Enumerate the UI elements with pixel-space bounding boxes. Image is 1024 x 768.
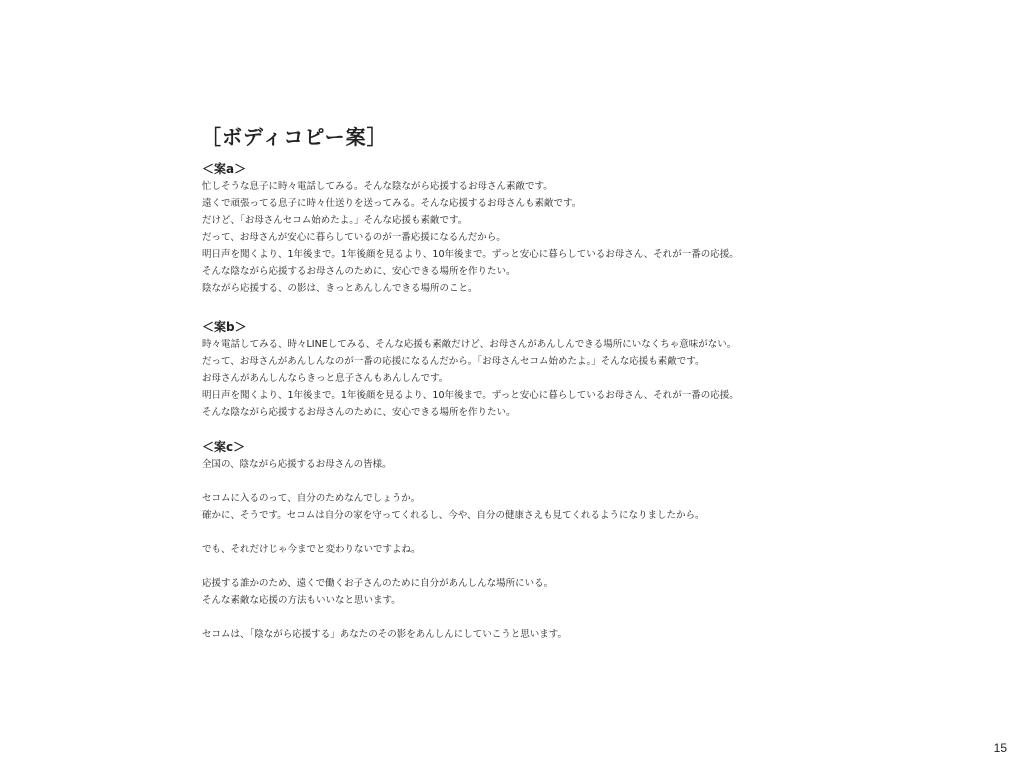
section-heading-c: ＜案c＞ [202, 440, 246, 454]
body-line: セコムに入るのって、自分のためなんでしょうか。 [202, 493, 421, 504]
body-line: だって、お母さんがあんしんなのが一番の応援になるんだから。「お母さんセコム始めたよ。」そんな応援も素敵です。 [202, 356, 705, 367]
copy-option-a [202, 160, 739, 297]
body-line: 遠くで頑張ってる息子に時々仕送りを送ってみる。そんな応援するお母さんも素敵です。 [202, 198, 582, 209]
body-line: そんな陰ながら応援するお母さんのために、安心できる場所を作りたい。 [202, 266, 516, 277]
paragraph-gap [202, 524, 705, 541]
body-line: 明日声を聞くより、1年後まで。1年後顔を見るより、10年後まで。ずっと安心に暮らしているお母さん、それが一番の応援。 [202, 249, 739, 260]
copy-option-b [202, 318, 739, 421]
body-line: そんな素敵な応援の方法もいいなと思います。 [202, 595, 401, 606]
body-line: だけど、「お母さんセコム始めたよ。」そんな応援も素敵です。 [202, 215, 468, 226]
section-heading-b: ＜案b＞ [202, 320, 247, 334]
body-line: だって、お母さんが安心に暮らしているのが一番応援になるんだから。 [202, 232, 506, 243]
paragraph-gap [202, 609, 705, 626]
body-line: 忙しそうな息子に時々電話してみる。そんな陰ながら応援するお母さん素敵です。 [202, 181, 553, 192]
copy-option-c [202, 438, 705, 643]
body-line: 応援する誰かのため、遠くで働くお子さんのために自分があんしんな場所にいる。 [202, 578, 554, 589]
body-line: セコムは、「陰ながら応援する」あなたのその影をあんしんにしていこうと思います。 [202, 629, 567, 640]
page-number: 15 [993, 741, 1007, 755]
paragraph-gap [202, 473, 705, 490]
body-line: 明日声を聞くより、1年後まで。1年後顔を見るより、10年後まで。ずっと安心に暮らしているお母さん、それが一番の応援。 [202, 390, 739, 401]
body-line: そんな陰ながら応援するお母さんのために、安心できる場所を作りたい。 [202, 407, 516, 418]
page-title: ［ボディコピー案］ [201, 125, 388, 149]
section-heading-a: ＜案a＞ [202, 162, 247, 176]
body-line: 確かに、そうです。セコムは自分の家を守ってくれるし、今や、自分の健康さえも見てくれるようになりましたから。 [202, 510, 705, 521]
body-line: 時々電話してみる、時々LINEしてみる、そんな応援も素敵だけど、お母さんがあんしんできる場所にいなくちゃ意味がない。 [202, 339, 737, 350]
body-line: 全国の、陰ながら応援するお母さんの皆様。 [202, 459, 392, 470]
body-line: 陰ながら応援する、の影は、きっとあんしんできる場所のこと。 [202, 283, 478, 294]
body-line: でも、それだけじゃ今までと変わりないですよね。 [202, 544, 421, 555]
body-line: お母さんがあんしんならきっと息子さんもあんしんです。 [202, 373, 449, 384]
paragraph-gap [202, 558, 705, 575]
